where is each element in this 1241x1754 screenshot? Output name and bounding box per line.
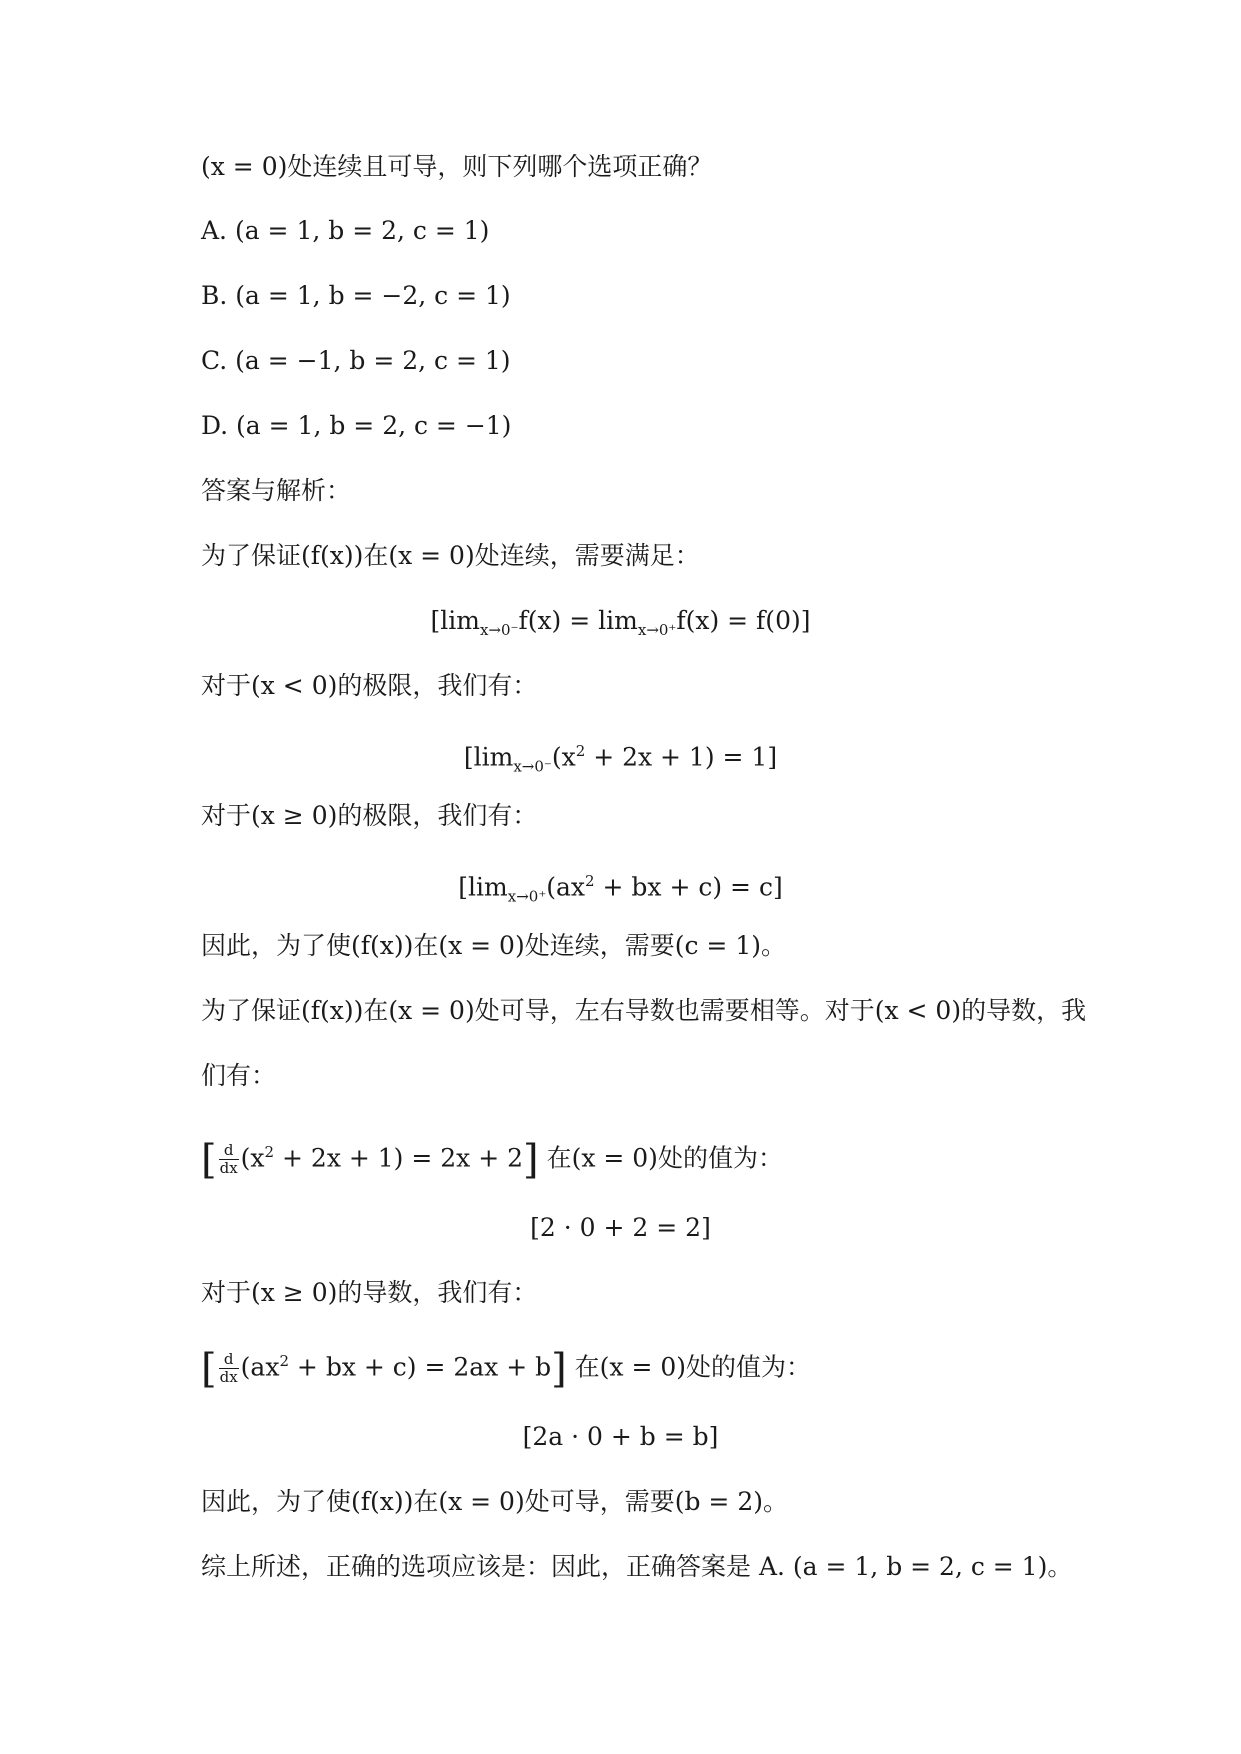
derivative-fraction xyxy=(219,1142,239,1177)
option-d: D. (a = 1, b = 2, c = −1) xyxy=(201,411,512,440)
eq-part: (ax xyxy=(546,872,586,902)
eq-part: [lim xyxy=(458,872,508,902)
question-tail: (x = 0)处连续且可导，则下列哪个选项正确？ xyxy=(201,152,713,181)
eq-part: + bx + c) = c] xyxy=(594,872,783,902)
eq-part: (x xyxy=(551,742,576,772)
fraction-denominator: dx xyxy=(219,1159,238,1178)
eq-part: [lim xyxy=(463,742,514,772)
equation-left-limit xyxy=(0,734,1241,783)
eq-part: + bx + c) = 2ax + b xyxy=(288,1352,552,1382)
answer-heading: 答案与解析： xyxy=(201,476,352,505)
eq-superscript: 2 xyxy=(575,742,586,760)
eq-subscript: x→0⁺ xyxy=(637,621,677,639)
eq-part: + 2x + 1) = 1] xyxy=(585,742,778,772)
equation-right-derivative xyxy=(201,1344,1121,1392)
eq-superscript: 2 xyxy=(264,1143,275,1161)
eq-subscript: x→0⁻ xyxy=(479,621,519,639)
left-limit-intro: 对于(x < 0)的极限，我们有： xyxy=(201,671,538,700)
eq-part: f(x) = f(0)] xyxy=(676,606,811,635)
equation-right-derivative-value: [2a · 0 + b = b] xyxy=(522,1422,719,1451)
final-answer: 综上所述，正确的选项应该是：因此，正确答案是 A. (a = 1, b = 2, c = 1)。 xyxy=(201,1552,1073,1581)
eq-subscript: x→0⁻ xyxy=(513,757,552,776)
derivative-conclusion: 因此，为了使(f(x))在(x = 0)处可导，需要(b = 2)。 xyxy=(201,1487,788,1516)
eq-part: (ax xyxy=(240,1352,280,1382)
left-bracket: [ xyxy=(201,1345,217,1392)
option-c: C. (a = −1, b = 2, c = 1) xyxy=(201,346,511,375)
eq-part: 在(x = 0)处的值为： xyxy=(538,1143,783,1173)
eq-part: 在(x = 0)处的值为： xyxy=(566,1352,812,1382)
option-a: A. (a = 1, b = 2, c = 1) xyxy=(201,216,490,245)
right-bracket: ] xyxy=(523,1136,539,1183)
equation-left-derivative-value: [2 · 0 + 2 = 2] xyxy=(530,1213,711,1242)
continuity-conclusion: 因此，为了使(f(x))在(x = 0)处连续，需要(c = 1)。 xyxy=(201,931,786,960)
eq-subscript: x→0⁺ xyxy=(507,887,547,906)
fraction-numerator: d xyxy=(219,1142,239,1160)
equation-right-limit xyxy=(0,864,1241,913)
fraction-denominator: dx xyxy=(219,1368,238,1387)
eq-superscript: 2 xyxy=(585,872,595,890)
eq-part: f(x) = lim xyxy=(518,606,638,635)
derivative-intro: 为了保证(f(x))在(x = 0)处可导，左右导数也需要相等。对于(x < 0)的导数，我 xyxy=(201,996,1087,1025)
equation-continuity xyxy=(0,604,1241,647)
eq-part: + 2x + 1) = 2x + 2 xyxy=(274,1143,524,1173)
right-limit-intro: 对于(x ≥ 0)的极限，我们有： xyxy=(201,801,538,830)
continuity-intro: 为了保证(f(x))在(x = 0)处连续，需要满足： xyxy=(201,541,700,570)
derivative-intro-cont: 们有： xyxy=(201,1061,277,1090)
equation-left-derivative xyxy=(201,1135,1121,1183)
eq-part: (x xyxy=(240,1143,265,1173)
eq-part: [lim xyxy=(430,606,480,635)
eq-superscript: 2 xyxy=(279,1352,289,1370)
right-derivative-intro: 对于(x ≥ 0)的导数，我们有： xyxy=(201,1278,538,1307)
fraction-numerator: d xyxy=(219,1351,239,1369)
derivative-fraction xyxy=(219,1351,239,1386)
left-bracket: [ xyxy=(201,1136,217,1183)
option-b: B. (a = 1, b = −2, c = 1) xyxy=(201,281,511,310)
right-bracket: ] xyxy=(551,1345,567,1392)
